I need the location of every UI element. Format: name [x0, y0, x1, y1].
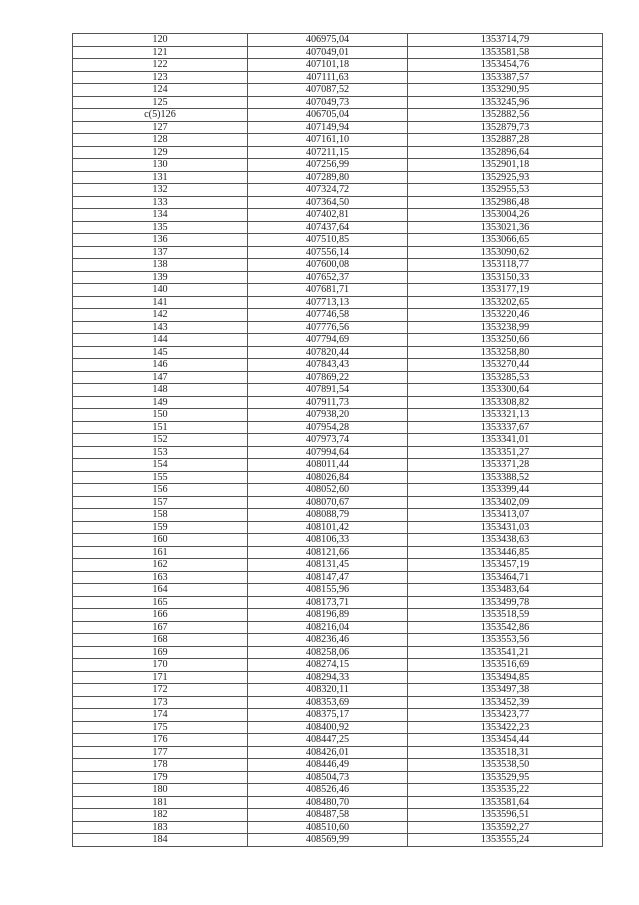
y-coordinate-cell: 1353118,77 — [408, 259, 603, 272]
y-coordinate-cell: 1353387,57 — [408, 71, 603, 84]
coordinates-table — [72, 33, 603, 847]
table-row — [73, 546, 603, 559]
point-number-cell: 132 — [73, 184, 248, 197]
table-row — [73, 334, 603, 347]
point-number-cell: 130 — [73, 159, 248, 172]
table-row — [73, 96, 603, 109]
table-row — [73, 784, 603, 797]
y-coordinate-cell: 1353529,95 — [408, 771, 603, 784]
point-number-cell: 151 — [73, 421, 248, 434]
point-number-cell: 144 — [73, 334, 248, 347]
y-coordinate-cell: 1353553,56 — [408, 634, 603, 647]
point-number-cell: 160 — [73, 534, 248, 547]
y-coordinate-cell: 1353714,79 — [408, 34, 603, 47]
x-coordinate-cell: 408101,42 — [248, 521, 408, 534]
y-coordinate-cell: 1353090,62 — [408, 246, 603, 259]
table-row — [73, 659, 603, 672]
y-coordinate-cell: 1353497,38 — [408, 684, 603, 697]
x-coordinate-cell: 408426,01 — [248, 746, 408, 759]
y-coordinate-cell: 1353270,44 — [408, 359, 603, 372]
x-coordinate-cell: 408400,92 — [248, 721, 408, 734]
point-number-cell: 183 — [73, 821, 248, 834]
point-number-cell: 166 — [73, 609, 248, 622]
x-coordinate-cell: 408375,17 — [248, 709, 408, 722]
y-coordinate-cell: 1353499,78 — [408, 596, 603, 609]
y-coordinate-cell: 1353371,28 — [408, 459, 603, 472]
y-coordinate-cell: 1353150,33 — [408, 271, 603, 284]
point-number-cell: 167 — [73, 621, 248, 634]
table-row — [73, 371, 603, 384]
table-row — [73, 321, 603, 334]
x-coordinate-cell: 408294,33 — [248, 671, 408, 684]
y-coordinate-cell: 1353454,76 — [408, 59, 603, 72]
table-row — [73, 434, 603, 447]
x-coordinate-cell: 408353,69 — [248, 696, 408, 709]
x-coordinate-cell: 408526,46 — [248, 784, 408, 797]
x-coordinate-cell: 408052,60 — [248, 484, 408, 497]
table-row — [73, 246, 603, 259]
table-row — [73, 446, 603, 459]
point-number-cell: 173 — [73, 696, 248, 709]
table-row — [73, 46, 603, 59]
x-coordinate-cell: 407713,13 — [248, 296, 408, 309]
point-number-cell: 176 — [73, 734, 248, 747]
point-number-cell: 154 — [73, 459, 248, 472]
table-row — [73, 396, 603, 409]
table-row — [73, 109, 603, 122]
y-coordinate-cell: 1353308,82 — [408, 396, 603, 409]
table-row — [73, 509, 603, 522]
point-number-cell: 123 — [73, 71, 248, 84]
x-coordinate-cell: 408510,60 — [248, 821, 408, 834]
point-number-cell: 150 — [73, 409, 248, 422]
table-row — [73, 796, 603, 809]
point-number-cell: 184 — [73, 834, 248, 847]
table-row — [73, 146, 603, 159]
table-row — [73, 459, 603, 472]
x-coordinate-cell: 407049,73 — [248, 96, 408, 109]
point-number-cell: 140 — [73, 284, 248, 297]
table-row — [73, 634, 603, 647]
table-row — [73, 309, 603, 322]
table-row — [73, 559, 603, 572]
point-number-cell: 165 — [73, 596, 248, 609]
x-coordinate-cell: 407161,10 — [248, 134, 408, 147]
x-coordinate-cell: 407324,72 — [248, 184, 408, 197]
x-coordinate-cell: 408121,66 — [248, 546, 408, 559]
table-row — [73, 809, 603, 822]
table-row — [73, 59, 603, 72]
x-coordinate-cell: 408446,49 — [248, 759, 408, 772]
point-number-cell: 148 — [73, 384, 248, 397]
table-row — [73, 584, 603, 597]
point-number-cell: 174 — [73, 709, 248, 722]
y-coordinate-cell: 1352882,56 — [408, 109, 603, 122]
x-coordinate-cell: 408487,58 — [248, 809, 408, 822]
x-coordinate-cell: 408236,46 — [248, 634, 408, 647]
table-row — [73, 759, 603, 772]
y-coordinate-cell: 1352879,73 — [408, 121, 603, 134]
y-coordinate-cell: 1353285,53 — [408, 371, 603, 384]
y-coordinate-cell: 1353518,59 — [408, 609, 603, 622]
point-number-cell: 177 — [73, 746, 248, 759]
point-number-cell: 124 — [73, 84, 248, 97]
point-number-cell: 159 — [73, 521, 248, 534]
y-coordinate-cell: 1353457,19 — [408, 559, 603, 572]
y-coordinate-cell: 1353177,19 — [408, 284, 603, 297]
x-coordinate-cell: 407600,08 — [248, 259, 408, 272]
point-number-cell: 143 — [73, 321, 248, 334]
y-coordinate-cell: 1353494,85 — [408, 671, 603, 684]
table-row — [73, 721, 603, 734]
x-coordinate-cell: 407891,54 — [248, 384, 408, 397]
y-coordinate-cell: 1353452,39 — [408, 696, 603, 709]
x-coordinate-cell: 407101,18 — [248, 59, 408, 72]
y-coordinate-cell: 1352986,48 — [408, 196, 603, 209]
x-coordinate-cell: 408088,79 — [248, 509, 408, 522]
table-row — [73, 259, 603, 272]
y-coordinate-cell: 1353581,64 — [408, 796, 603, 809]
x-coordinate-cell: 408258,06 — [248, 646, 408, 659]
y-coordinate-cell: 1352901,18 — [408, 159, 603, 172]
table-row — [73, 209, 603, 222]
point-number-cell: 164 — [73, 584, 248, 597]
table-row — [73, 484, 603, 497]
table-row — [73, 571, 603, 584]
x-coordinate-cell: 407776,56 — [248, 321, 408, 334]
x-coordinate-cell: 406705,04 — [248, 109, 408, 122]
table-row — [73, 234, 603, 247]
x-coordinate-cell: 408131,45 — [248, 559, 408, 572]
x-coordinate-cell: 407746,58 — [248, 309, 408, 322]
y-coordinate-cell: 1353004,26 — [408, 209, 603, 222]
y-coordinate-cell: 1353250,66 — [408, 334, 603, 347]
point-number-cell: 163 — [73, 571, 248, 584]
point-number-cell: 153 — [73, 446, 248, 459]
x-coordinate-cell: 407681,71 — [248, 284, 408, 297]
point-number-cell: 175 — [73, 721, 248, 734]
point-number-cell: 179 — [73, 771, 248, 784]
point-number-cell: 127 — [73, 121, 248, 134]
point-number-cell: 171 — [73, 671, 248, 684]
x-coordinate-cell: 407954,28 — [248, 421, 408, 434]
x-coordinate-cell: 408569,99 — [248, 834, 408, 847]
y-coordinate-cell: 1352887,28 — [408, 134, 603, 147]
y-coordinate-cell: 1353446,85 — [408, 546, 603, 559]
y-coordinate-cell: 1353423,77 — [408, 709, 603, 722]
table-row — [73, 221, 603, 234]
x-coordinate-cell: 408447,25 — [248, 734, 408, 747]
table-row — [73, 359, 603, 372]
y-coordinate-cell: 1353438,63 — [408, 534, 603, 547]
y-coordinate-cell: 1353402,09 — [408, 496, 603, 509]
point-number-cell: 168 — [73, 634, 248, 647]
x-coordinate-cell: 408173,71 — [248, 596, 408, 609]
x-coordinate-cell: 407869,22 — [248, 371, 408, 384]
table-row — [73, 384, 603, 397]
table-row — [73, 746, 603, 759]
x-coordinate-cell: 407820,44 — [248, 346, 408, 359]
x-coordinate-cell: 408274,15 — [248, 659, 408, 672]
point-number-cell: 138 — [73, 259, 248, 272]
x-coordinate-cell: 407256,99 — [248, 159, 408, 172]
x-coordinate-cell: 408147,47 — [248, 571, 408, 584]
y-coordinate-cell: 1353483,64 — [408, 584, 603, 597]
point-number-cell: 155 — [73, 471, 248, 484]
table-row — [73, 121, 603, 134]
point-number-cell: 156 — [73, 484, 248, 497]
y-coordinate-cell: 1353596,51 — [408, 809, 603, 822]
x-coordinate-cell: 408026,84 — [248, 471, 408, 484]
point-number-cell: 125 — [73, 96, 248, 109]
coordinates-table-body — [73, 34, 603, 847]
x-coordinate-cell: 407289,80 — [248, 171, 408, 184]
x-coordinate-cell: 408320,11 — [248, 684, 408, 697]
x-coordinate-cell: 408070,67 — [248, 496, 408, 509]
table-row — [73, 134, 603, 147]
x-coordinate-cell: 407211,15 — [248, 146, 408, 159]
x-coordinate-cell: 408011,44 — [248, 459, 408, 472]
point-number-cell: 172 — [73, 684, 248, 697]
table-row — [73, 171, 603, 184]
point-number-cell: 121 — [73, 46, 248, 59]
point-number-cell: 181 — [73, 796, 248, 809]
y-coordinate-cell: 1353321,13 — [408, 409, 603, 422]
point-number-cell: 129 — [73, 146, 248, 159]
y-coordinate-cell: 1353290,95 — [408, 84, 603, 97]
y-coordinate-cell: 1353399,44 — [408, 484, 603, 497]
table-row — [73, 646, 603, 659]
x-coordinate-cell: 408196,89 — [248, 609, 408, 622]
y-coordinate-cell: 1353238,99 — [408, 321, 603, 334]
table-row — [73, 609, 603, 622]
point-number-cell: 157 — [73, 496, 248, 509]
y-coordinate-cell: 1353388,52 — [408, 471, 603, 484]
table-row — [73, 671, 603, 684]
y-coordinate-cell: 1353516,69 — [408, 659, 603, 672]
table-row — [73, 496, 603, 509]
x-coordinate-cell: 407973,74 — [248, 434, 408, 447]
x-coordinate-cell: 407794,69 — [248, 334, 408, 347]
point-number-cell: 149 — [73, 396, 248, 409]
y-coordinate-cell: 1353066,65 — [408, 234, 603, 247]
x-coordinate-cell: 407843,43 — [248, 359, 408, 372]
point-number-cell: 169 — [73, 646, 248, 659]
x-coordinate-cell: 407510,85 — [248, 234, 408, 247]
table-row — [73, 696, 603, 709]
point-number-cell: 162 — [73, 559, 248, 572]
x-coordinate-cell: 408480,70 — [248, 796, 408, 809]
y-coordinate-cell: 1352955,53 — [408, 184, 603, 197]
y-coordinate-cell: 1353202,65 — [408, 296, 603, 309]
y-coordinate-cell: 1353542,86 — [408, 621, 603, 634]
table-row — [73, 421, 603, 434]
table-row — [73, 84, 603, 97]
x-coordinate-cell: 407652,37 — [248, 271, 408, 284]
x-coordinate-cell: 406975,04 — [248, 34, 408, 47]
x-coordinate-cell: 408155,96 — [248, 584, 408, 597]
point-number-cell: 134 — [73, 209, 248, 222]
table-row — [73, 346, 603, 359]
point-number-cell: 136 — [73, 234, 248, 247]
point-number-cell: 120 — [73, 34, 248, 47]
table-row — [73, 159, 603, 172]
y-coordinate-cell: 1353541,21 — [408, 646, 603, 659]
y-coordinate-cell: 1352896,64 — [408, 146, 603, 159]
point-number-cell: 145 — [73, 346, 248, 359]
point-number-cell: 180 — [73, 784, 248, 797]
point-number-cell: 142 — [73, 309, 248, 322]
x-coordinate-cell: 408504,73 — [248, 771, 408, 784]
x-coordinate-cell: 407149,94 — [248, 121, 408, 134]
y-coordinate-cell: 1353431,03 — [408, 521, 603, 534]
y-coordinate-cell: 1353454,44 — [408, 734, 603, 747]
x-coordinate-cell: 407111,63 — [248, 71, 408, 84]
y-coordinate-cell: 1353555,24 — [408, 834, 603, 847]
y-coordinate-cell: 1353518,31 — [408, 746, 603, 759]
y-coordinate-cell: 1353413,07 — [408, 509, 603, 522]
table-row — [73, 409, 603, 422]
table-row — [73, 709, 603, 722]
point-number-cell: 141 — [73, 296, 248, 309]
point-number-cell: c(5)126 — [73, 109, 248, 122]
x-coordinate-cell: 407911,73 — [248, 396, 408, 409]
point-number-cell: 122 — [73, 59, 248, 72]
table-row — [73, 71, 603, 84]
table-row — [73, 821, 603, 834]
point-number-cell: 133 — [73, 196, 248, 209]
y-coordinate-cell: 1353592,27 — [408, 821, 603, 834]
y-coordinate-cell: 1353337,67 — [408, 421, 603, 434]
y-coordinate-cell: 1353535,22 — [408, 784, 603, 797]
y-coordinate-cell: 1353464,71 — [408, 571, 603, 584]
x-coordinate-cell: 407994,64 — [248, 446, 408, 459]
point-number-cell: 137 — [73, 246, 248, 259]
point-number-cell: 146 — [73, 359, 248, 372]
table-row — [73, 771, 603, 784]
point-number-cell: 178 — [73, 759, 248, 772]
point-number-cell: 135 — [73, 221, 248, 234]
table-row — [73, 684, 603, 697]
y-coordinate-cell: 1353245,96 — [408, 96, 603, 109]
y-coordinate-cell: 1353021,36 — [408, 221, 603, 234]
point-number-cell: 139 — [73, 271, 248, 284]
table-row — [73, 521, 603, 534]
x-coordinate-cell: 407437,64 — [248, 221, 408, 234]
y-coordinate-cell: 1353258,80 — [408, 346, 603, 359]
x-coordinate-cell: 407364,50 — [248, 196, 408, 209]
point-number-cell: 152 — [73, 434, 248, 447]
x-coordinate-cell: 407938,20 — [248, 409, 408, 422]
x-coordinate-cell: 407556,14 — [248, 246, 408, 259]
table-row — [73, 471, 603, 484]
point-number-cell: 182 — [73, 809, 248, 822]
point-number-cell: 170 — [73, 659, 248, 672]
y-coordinate-cell: 1353422,23 — [408, 721, 603, 734]
x-coordinate-cell: 407087,52 — [248, 84, 408, 97]
table-row — [73, 596, 603, 609]
table-row — [73, 834, 603, 847]
table-row — [73, 196, 603, 209]
table-row — [73, 296, 603, 309]
y-coordinate-cell: 1353220,46 — [408, 309, 603, 322]
point-number-cell: 131 — [73, 171, 248, 184]
table-row — [73, 34, 603, 47]
y-coordinate-cell: 1353581,58 — [408, 46, 603, 59]
table-row — [73, 734, 603, 747]
x-coordinate-cell: 407402,81 — [248, 209, 408, 222]
point-number-cell: 158 — [73, 509, 248, 522]
table-row — [73, 271, 603, 284]
x-coordinate-cell: 407049,01 — [248, 46, 408, 59]
point-number-cell: 161 — [73, 546, 248, 559]
y-coordinate-cell: 1353538,50 — [408, 759, 603, 772]
y-coordinate-cell: 1353351,27 — [408, 446, 603, 459]
y-coordinate-cell: 1353341,01 — [408, 434, 603, 447]
table-row — [73, 184, 603, 197]
x-coordinate-cell: 408106,33 — [248, 534, 408, 547]
x-coordinate-cell: 408216,04 — [248, 621, 408, 634]
table-row — [73, 284, 603, 297]
y-coordinate-cell: 1352925,93 — [408, 171, 603, 184]
y-coordinate-cell: 1353300,64 — [408, 384, 603, 397]
table-row — [73, 534, 603, 547]
point-number-cell: 128 — [73, 134, 248, 147]
point-number-cell: 147 — [73, 371, 248, 384]
table-row — [73, 621, 603, 634]
